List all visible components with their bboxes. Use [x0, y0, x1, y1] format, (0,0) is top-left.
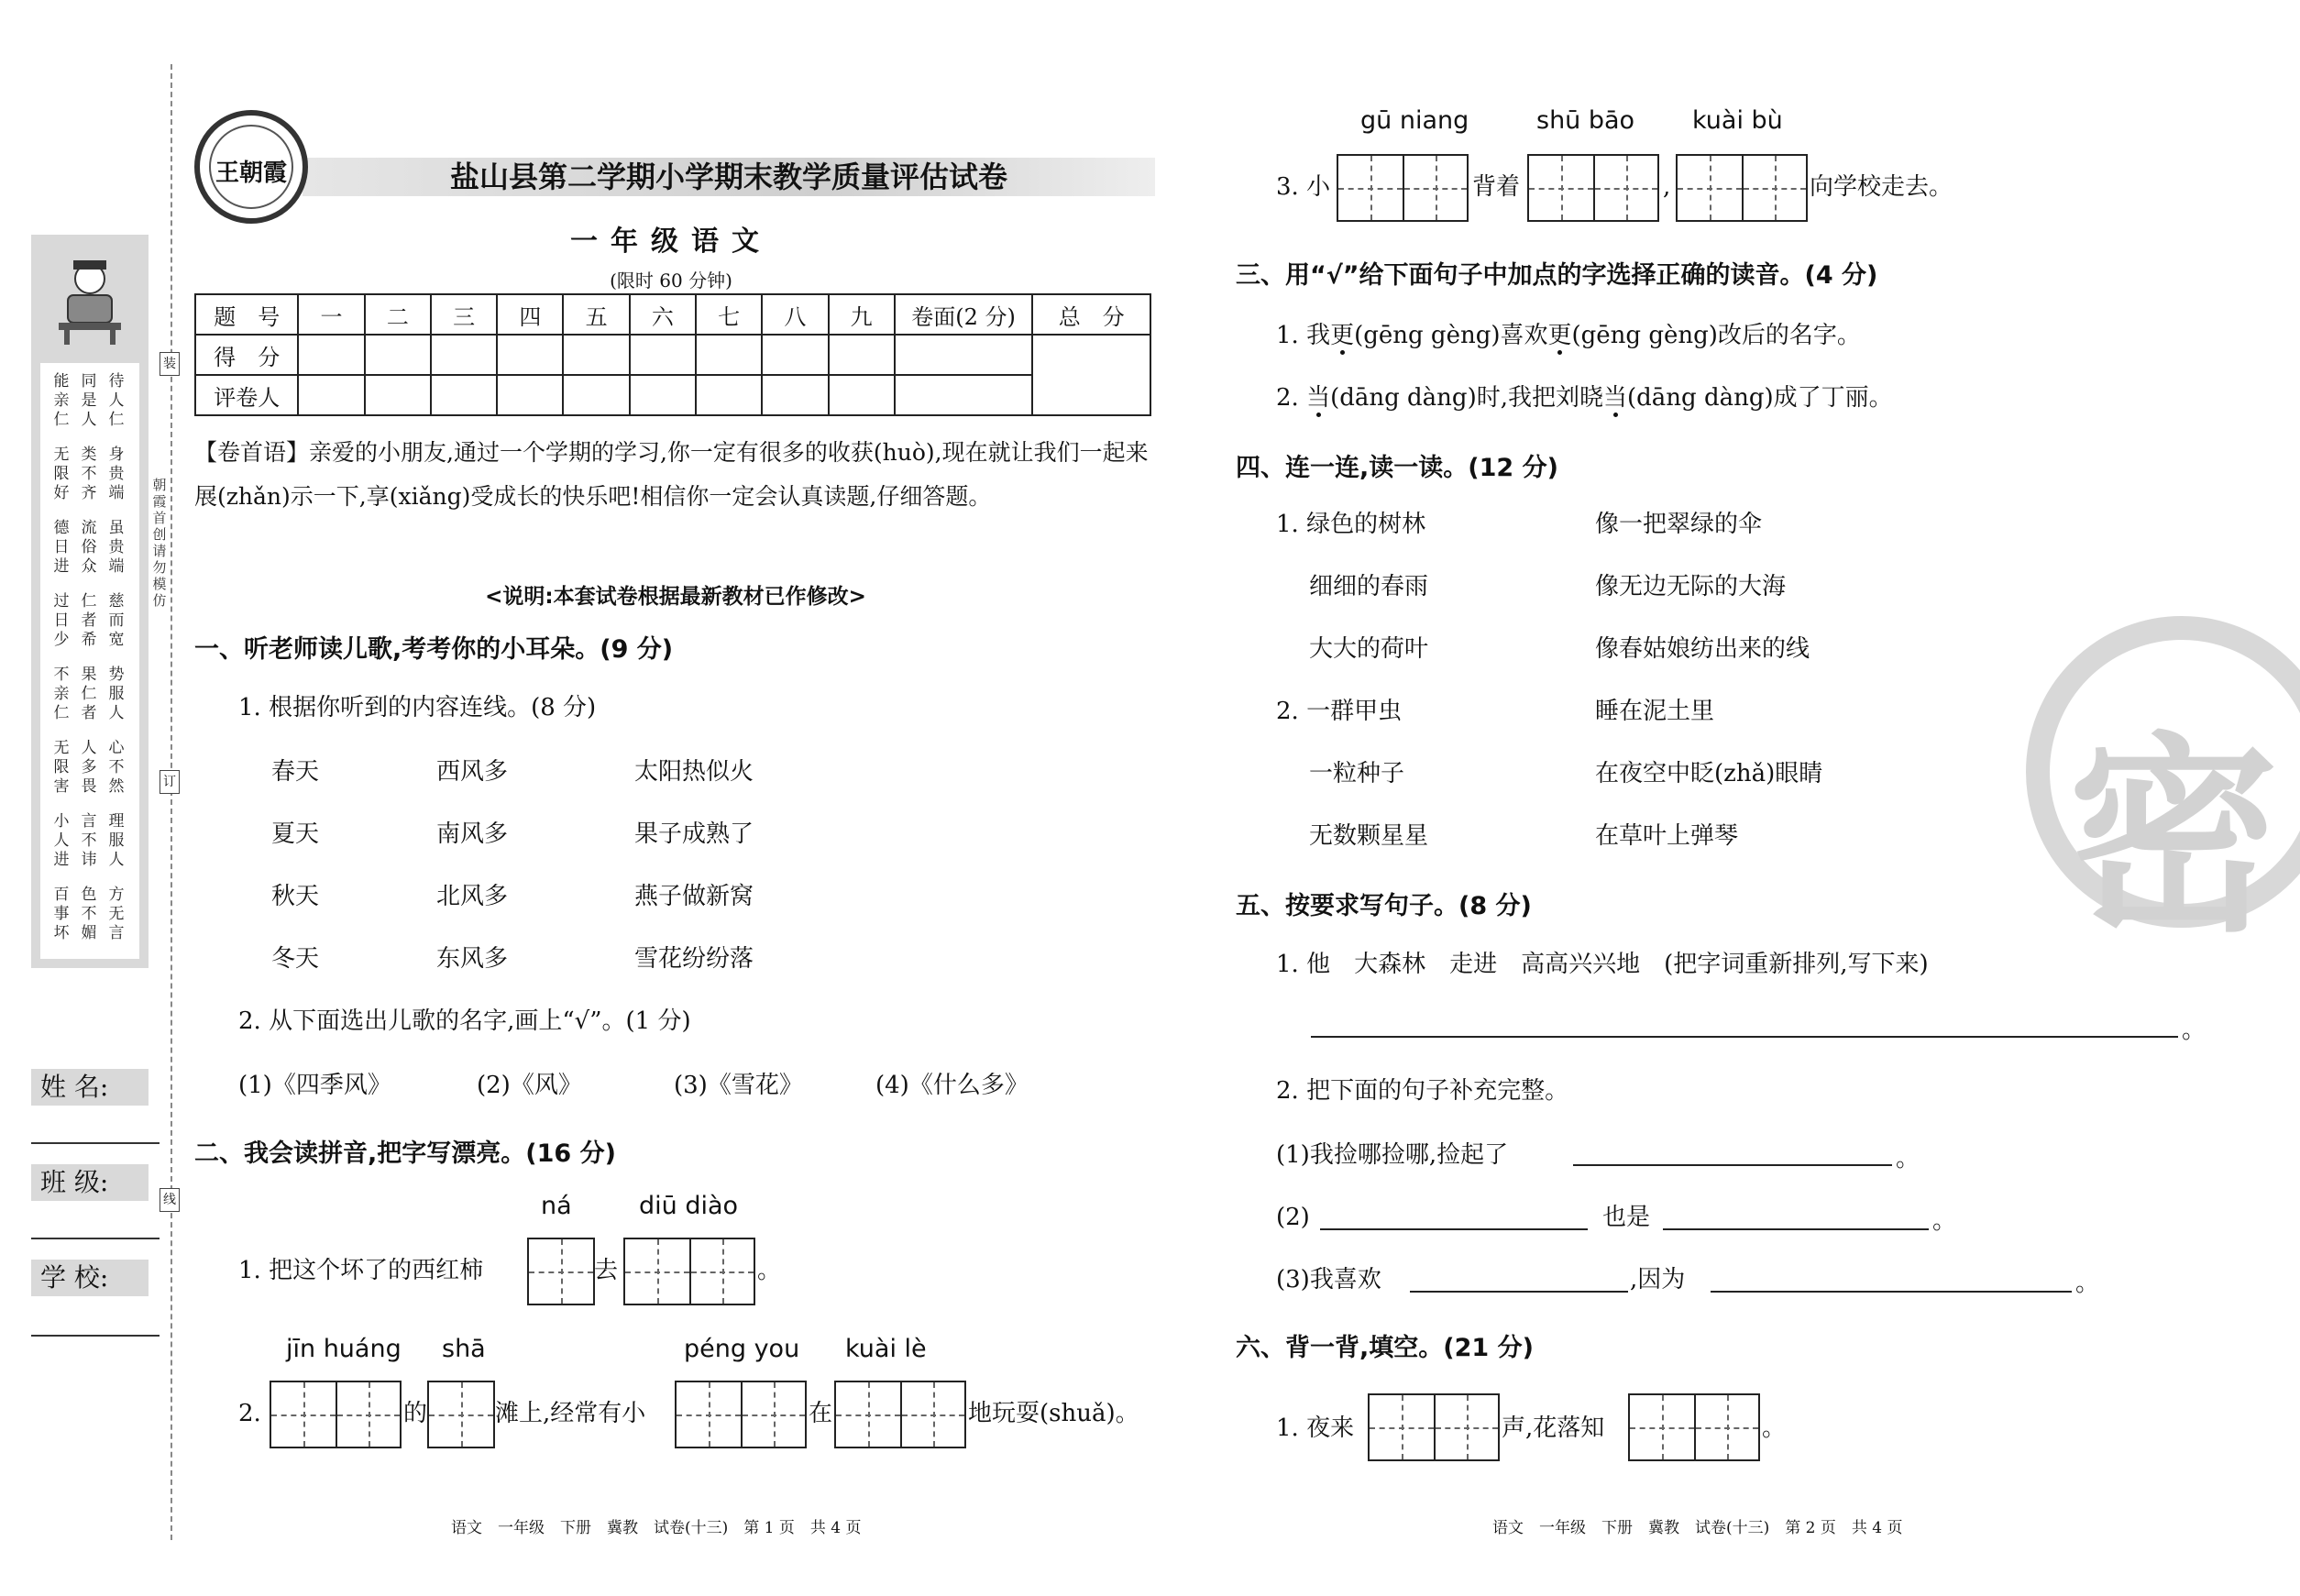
edition-note: <说明:本套试卷根据最新教材已作修改> [485, 585, 866, 609]
motto-char: 亲 [53, 685, 70, 703]
pinyin-jinhuang: jīn huáng [286, 1335, 402, 1363]
pinyin-sha: shā [442, 1335, 486, 1363]
section5-heading: 五、按要求写句子。(8 分) [1236, 892, 1532, 920]
s5-q2b-line-1[interactable] [1320, 1228, 1588, 1230]
write-grid-diudiao[interactable] [623, 1238, 755, 1305]
scholar-icon [57, 255, 123, 347]
s1-match-item[interactable]: 燕子做新窝 [634, 883, 754, 910]
s1-option-3[interactable]: (3)《雪花》 [674, 1072, 803, 1099]
binding-dashed-line [171, 64, 172, 1540]
s1-match-item[interactable]: 西风多 [436, 758, 509, 786]
s6-q1-text-c: 。 [1762, 1414, 1787, 1442]
s1-match-item[interactable]: 东风多 [436, 945, 509, 973]
s1-match-item[interactable]: 春天 [271, 758, 320, 786]
s5-q2c-text: (3)我喜欢 [1276, 1266, 1381, 1293]
s5-q2b-line-2[interactable] [1663, 1228, 1929, 1230]
motto-char: 心 [108, 739, 125, 757]
pinyin-na: ná [541, 1192, 572, 1220]
pinyin-kuaibu: kuài bù [1692, 106, 1783, 135]
score-header-cell: 七 [696, 294, 762, 335]
motto-char: 俗 [81, 538, 97, 556]
s4-left-item[interactable]: 1. 绿色的树林 [1276, 511, 1426, 538]
s3-q2: 2. 当(dāng dàng)时,我把刘晓当(dāng dàng)成了丁丽。 [1276, 384, 1893, 412]
motto-char: 讳 [81, 851, 97, 869]
s1-q1: 1. 根据你听到的内容连线。(8 分) [238, 694, 597, 721]
score-input-cell[interactable] [497, 375, 563, 415]
motto-char: 亲 [53, 391, 70, 410]
motto-char: 畏 [81, 777, 97, 796]
name-field[interactable] [31, 1142, 160, 1144]
s4-left-item[interactable]: 一粒种子 [1309, 760, 1405, 787]
s4-right-item[interactable]: 像春姑娘纺出来的线 [1595, 635, 1810, 663]
write-grid-guniang[interactable] [1337, 154, 1469, 222]
motto-char: 者 [81, 704, 97, 722]
pinyin-pengyou: péng you [684, 1335, 800, 1363]
motto-char: 而 [108, 611, 125, 630]
motto-char: 仁 [53, 411, 70, 429]
score-input-cell[interactable] [895, 335, 1033, 375]
s5-q2a-text: (1)我捡哪捡哪,捡起了 [1276, 1141, 1509, 1169]
score-header-row [195, 294, 1150, 335]
motto-char: 小 [53, 812, 70, 831]
motto-char: 流 [81, 519, 97, 537]
motto-char: 待 [108, 372, 125, 391]
time-limit: (限时 60 分钟) [610, 270, 732, 292]
motto-char: 限 [53, 465, 70, 483]
score-input-cell[interactable] [497, 335, 563, 375]
motto-char: 希 [81, 631, 97, 649]
s4-right-item[interactable]: 像一把翠绿的伞 [1595, 511, 1763, 538]
motto-char: 众 [81, 557, 97, 576]
s5-q1-answer-line[interactable] [1311, 1036, 2178, 1038]
class-field[interactable] [31, 1238, 160, 1239]
dotted-char: 当 [1602, 384, 1627, 412]
motto-char: 进 [53, 851, 70, 869]
s5-q2c-line-1[interactable] [1410, 1291, 1628, 1293]
score-header-cell: 题 号 [195, 294, 298, 335]
seal-char-3: 线 [160, 1188, 180, 1212]
write-grid-kuaibu[interactable] [1676, 154, 1808, 222]
motto-char: 身 [108, 446, 125, 464]
motto-char: 端 [108, 557, 125, 576]
motto-char: 多 [81, 758, 97, 776]
secret-watermark: 密 [2026, 616, 2300, 928]
motto-char: 然 [108, 777, 125, 796]
score-header-cell: 五 [563, 294, 629, 335]
score-input-cell[interactable] [365, 375, 431, 415]
motto-char: 人 [108, 391, 125, 410]
score-table [194, 293, 1151, 416]
name-label: 姓 名: [31, 1069, 149, 1106]
motto-char: 坏 [53, 924, 70, 942]
motto-char: 同 [81, 372, 97, 391]
s2-q3-text-d: 向学校走去。 [1810, 173, 1953, 201]
motto-char: 好 [53, 484, 70, 502]
s2-q2-text-d: 在 [809, 1400, 833, 1427]
score-header-cell: 卷面(2 分) [895, 294, 1033, 335]
motto-char: 能 [53, 372, 70, 391]
motto-char: 日 [53, 538, 70, 556]
s2-q1-text-a: 1. 把这个坏了的西红柿 [238, 1257, 484, 1284]
motto-char: 仁 [108, 411, 125, 429]
seal-char-2: 订 [160, 770, 180, 794]
s4-left-item[interactable]: 大大的荷叶 [1309, 635, 1429, 663]
motto-char: 贵 [108, 538, 125, 556]
score-header-cell: 六 [630, 294, 696, 335]
motto-char: 仁 [53, 704, 70, 722]
score-input-cell[interactable] [762, 335, 828, 375]
motto-char: 慈 [108, 592, 125, 611]
s2-q3-text-c: , [1663, 173, 1671, 201]
motto-char: 进 [53, 557, 70, 576]
s2-q2-text-a: 2. [238, 1400, 261, 1427]
motto-char: 服 [108, 831, 125, 850]
section4-heading: 四、连一连,读一读。(12 分) [1236, 454, 1558, 482]
intro-text: 【卷首语】亲爱的小朋友,通过一个学期的学习,你一定有很多的收获(huò),现在就让我们一起来展(zhǎn)示一下,享(xiǎng)受成长的快乐吧!相信你一定会认真读题,仔细答题。 [194, 439, 1149, 510]
score-input-cell[interactable] [696, 375, 762, 415]
motto-char: 害 [53, 777, 70, 796]
score-header-cell: 八 [762, 294, 828, 335]
motto-char: 无 [53, 739, 70, 757]
s5-q2a-end: 。 [1896, 1145, 1920, 1172]
section1-heading: 一、听老师读儿歌,考考你的小耳朵。(9 分) [194, 635, 674, 664]
score-input-cell[interactable] [895, 375, 1033, 415]
grader-row [195, 375, 1150, 415]
s5-q2b-mid: 也是 [1602, 1204, 1651, 1231]
motto-char: 无 [53, 446, 70, 464]
school-label: 学 校: [31, 1260, 149, 1296]
s1-q2: 2. 从下面选出儿歌的名字,画上“√”。(1 分) [238, 1007, 691, 1035]
score-input-cell[interactable] [431, 375, 497, 415]
s5-q1: 1. 他 大森林 走进 高高兴兴地 (把字词重新排列,写下来) [1276, 951, 1929, 978]
s2-q1-text-b: 去 [594, 1257, 619, 1284]
motto-char: 果 [81, 666, 97, 684]
score-input-cell[interactable] [630, 335, 696, 375]
s5-q2c-line-2[interactable] [1711, 1291, 2072, 1293]
s4-left-item[interactable]: 2. 一群甲虫 [1276, 698, 1403, 725]
write-grid-sha[interactable] [427, 1381, 495, 1448]
pinyin-diudiao: diū diào [639, 1192, 739, 1220]
motto-char: 言 [108, 924, 125, 942]
s1-match-item[interactable]: 冬天 [271, 945, 320, 973]
write-grid-na[interactable] [527, 1238, 595, 1305]
pinyin-kuaile: kuài lè [845, 1335, 927, 1363]
score-header-cell: 四 [497, 294, 563, 335]
seal-char-1: 装 [160, 352, 180, 376]
motto-char: 贵 [108, 465, 125, 483]
score-input-cell[interactable] [630, 375, 696, 415]
motto-char: 百 [53, 886, 70, 904]
write-grid-shubao[interactable] [1527, 154, 1659, 222]
pinyin-guniang: gū niang [1360, 106, 1469, 135]
s5-q2c-end: 。 [2075, 1270, 2100, 1297]
logo-text: 王朝霞 [215, 160, 287, 187]
s4-right-item[interactable]: 睡在泥土里 [1595, 698, 1715, 725]
s2-q2-text-c: 滩上,经常有小 [495, 1400, 646, 1427]
exam-title: 盐山县第二学期小学期末教学质量评估试卷 [449, 160, 1007, 194]
motto-char: 齐 [81, 484, 97, 502]
motto-char: 人 [108, 851, 125, 869]
dotted-char: 更 [1330, 322, 1355, 349]
s1-match-item[interactable]: 果子成熟了 [634, 820, 754, 848]
motto-char: 媚 [81, 924, 97, 942]
score-row [195, 335, 1150, 375]
footer-left: 语文 一年级 下册 冀教 试卷(十三) 第 1 页 共 4 页 [451, 1519, 862, 1537]
score-header-cell: 二 [365, 294, 431, 335]
score-input-cell[interactable] [829, 335, 895, 375]
dotted-char: 当 [1306, 384, 1331, 412]
s5-q2c-mid: ,因为 [1630, 1266, 1686, 1293]
score-input-cell[interactable] [829, 375, 895, 415]
motto-char: 无 [108, 905, 125, 923]
motto-char: 人 [81, 411, 97, 429]
motto-char: 不 [81, 465, 97, 483]
s2-q3-text-a: 3. 小 [1276, 173, 1331, 201]
write-grid-jinhuang[interactable] [270, 1381, 402, 1448]
total-score-cell[interactable] [1032, 335, 1150, 415]
motto-char: 势 [108, 666, 125, 684]
motto-char: 服 [108, 685, 125, 703]
s2-q2-text-b: 的 [403, 1400, 428, 1427]
s5-q2: 2. 把下面的句子补充完整。 [1276, 1077, 1569, 1105]
s1-match-item[interactable]: 夏天 [271, 820, 320, 848]
s1-match-item[interactable]: 北风多 [436, 883, 509, 910]
publisher-logo [194, 110, 308, 224]
motto-char: 类 [81, 446, 97, 464]
s4-left-item[interactable]: 细细的春雨 [1309, 573, 1429, 600]
dotted-char: 更 [1547, 322, 1572, 349]
motto-char: 言 [81, 812, 97, 831]
motto-char: 不 [81, 905, 97, 923]
motto-char: 限 [53, 758, 70, 776]
motto-char: 方 [108, 886, 125, 904]
s1-match-item[interactable]: 秋天 [271, 883, 320, 910]
motto-char: 端 [108, 484, 125, 502]
score-row-label: 评卷人 [195, 375, 298, 415]
school-field[interactable] [31, 1335, 160, 1337]
score-header-cell: 九 [829, 294, 895, 335]
vertical-note: 朝霞首创 请勿模仿 [152, 477, 167, 609]
s1-option-4[interactable]: (4)《什么多》 [875, 1072, 1029, 1099]
score-input-cell[interactable] [563, 375, 629, 415]
score-input-cell[interactable] [298, 375, 364, 415]
s5-q2b-text: (2) [1276, 1204, 1310, 1231]
score-header-cell: 一 [298, 294, 364, 335]
write-grid-kuaile[interactable] [834, 1381, 966, 1448]
write-grid-pengyou[interactable] [675, 1381, 807, 1448]
score-input-cell[interactable] [365, 335, 431, 375]
section3-heading: 三、用“√”给下面句子中加点的字选择正确的读音。(4 分) [1236, 261, 1878, 290]
motto-char: 人 [53, 831, 70, 850]
motto-char: 是 [81, 391, 97, 410]
score-input-cell[interactable] [298, 335, 364, 375]
motto-char: 事 [53, 905, 70, 923]
s1-option-1[interactable]: (1)《四季风》 [238, 1072, 391, 1099]
motto-char: 不 [108, 758, 125, 776]
motto-char: 色 [81, 886, 97, 904]
score-row-label: 得 分 [195, 335, 298, 375]
s6-q1-text-a: 1. 夜来 [1276, 1414, 1355, 1442]
s1-match-item[interactable]: 太阳热似火 [634, 758, 754, 786]
score-input-cell[interactable] [431, 335, 497, 375]
write-grid-s6-1[interactable] [1368, 1393, 1500, 1461]
section2-heading: 二、我会读拼音,把字写漂亮。(16 分) [194, 1139, 616, 1168]
motto-char: 人 [81, 739, 97, 757]
s2-q1-text-c: 。 [757, 1257, 782, 1284]
s1-option-2[interactable]: (2)《风》 [477, 1072, 582, 1099]
footer-right: 语文 一年级 下册 冀教 试卷(十三) 第 2 页 共 4 页 [1492, 1519, 1903, 1537]
motto-char: 少 [53, 631, 70, 649]
s6-q1-text-b: 声,花落知 [1502, 1414, 1605, 1442]
s4-right-item[interactable]: 像无边无际的大海 [1595, 573, 1787, 600]
s4-left-item[interactable]: 无数颗星星 [1309, 822, 1429, 850]
motto-char: 仁 [81, 592, 97, 611]
s5-q2a-line[interactable] [1573, 1164, 1892, 1166]
exam-subtitle: 一年级语文 [570, 226, 772, 258]
s2-q2-text-e: 地玩耍(shuǎ)。 [968, 1400, 1139, 1427]
motto-char: 不 [81, 831, 97, 850]
motto-char: 人 [108, 704, 125, 722]
class-label: 班 级: [31, 1164, 149, 1201]
s4-right-item[interactable]: 在草叶上弹琴 [1595, 822, 1739, 850]
motto-char: 理 [108, 812, 125, 831]
motto-char: 日 [53, 611, 70, 630]
score-header-cell: 总 分 [1032, 294, 1150, 335]
score-input-cell[interactable] [696, 335, 762, 375]
motto-char: 不 [53, 666, 70, 684]
s1-match-item[interactable]: 南风多 [436, 820, 509, 848]
s5-q1-period: 。 [2182, 1017, 2206, 1044]
motto-char: 德 [53, 519, 70, 537]
motto-char: 过 [53, 592, 70, 611]
s3-q1: 1. 我更(gēng gèng)喜欢更(gēng gèng)改后的名字。 [1276, 322, 1861, 349]
s4-right-item[interactable]: 在夜空中眨(zhǎ)眼睛 [1595, 760, 1823, 787]
s1-match-item[interactable]: 雪花纷纷落 [634, 945, 754, 973]
write-grid-s6-2[interactable] [1628, 1393, 1760, 1461]
motto-char: 宽 [108, 631, 125, 649]
motto-char: 虽 [108, 519, 125, 537]
score-header-cell: 三 [431, 294, 497, 335]
motto-char: 仁 [81, 685, 97, 703]
s5-q2b-end: 。 [1932, 1207, 1957, 1235]
score-input-cell[interactable] [563, 335, 629, 375]
motto-char: 者 [81, 611, 97, 630]
section6-heading: 六、背一背,填空。(21 分) [1236, 1334, 1534, 1362]
score-input-cell[interactable] [762, 375, 828, 415]
pinyin-shubao: shū bāo [1536, 106, 1635, 135]
s2-q3-text-b: 背着 [1472, 173, 1521, 201]
